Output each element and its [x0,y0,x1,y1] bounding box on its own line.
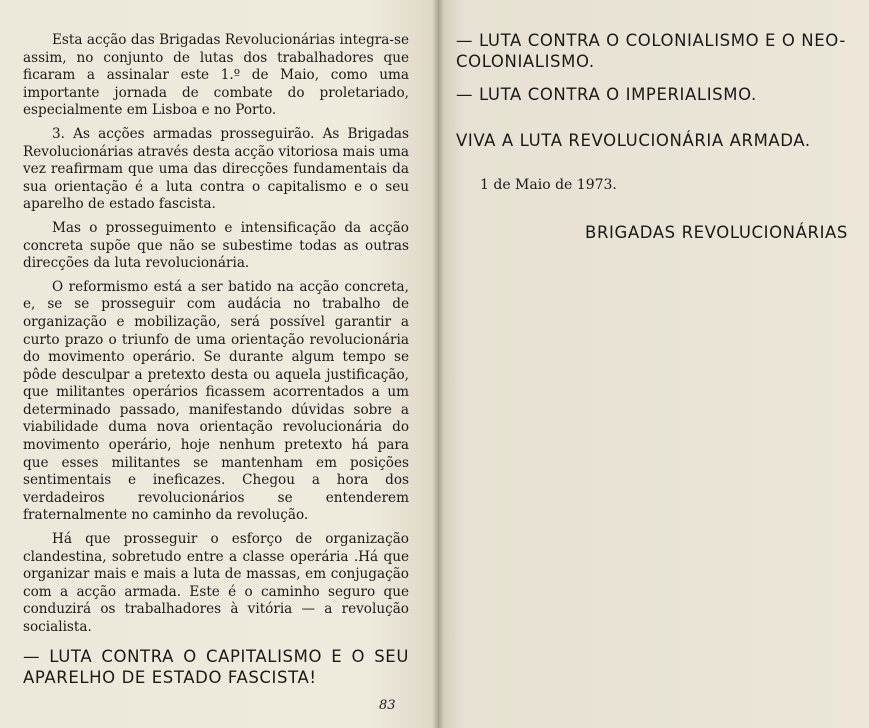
slogan-imperialism: — LUTA CONTRA O IMPERIALISMO. [456,85,757,104]
date-line: 1 de Maio de 1973. [480,177,617,193]
paragraph-organization: Há que prosseguir o esforço de organização clandestina, sobretudo entre a classe operária .Há que organizar mais e mais a luta de massas, em conjugação com a acção armada. Este é o caminho seguro que conduzirá os trabalhadores à vitória — a revolução socialista. [23,531,409,635]
slogan-armed-struggle: VIVA A LUTA REVOLUCIONÁRIA ARMADA. [456,131,811,150]
paragraph-brigadas-action: Esta acção das Brigadas Revolucionárias integra-se assim, no conjunto de lutas dos trabalhadores que ficaram a assinalar este 1.º de Maio, como uma importante jornada de combate do proletariado, especialmente em Lisboa e no Porto. [23,32,409,119]
slogan-colonialism: — LUTA CONTRA O COLONIALISMO E O NEO-COLONIALISMO. [456,31,846,71]
signature: BRIGADAS REVOLUCIONÁRIAS [585,223,848,242]
page-number: 83 [379,698,396,713]
paragraph-reformism: O reformismo está a ser batido na acção concreta, e, se se prosseguir com audácia no trabalho de organização e mobilização, será possível garantir a curto prazo o triunfo de uma orientação revolucionária do movimento operário. Se durante algum tempo se pôde desculpar a pretexto desta ou aquela justificação, que militantes operários ficassem acorrentados a um determinado passado, manifestando dúvidas sobre a viabilidade duma nova orientação revolucionária do movimento operário, hoje nenhum pretexto há para que esses militantes se mantenham em posições sentimentais e ineficazes. Chegou a hora dos verdadeiros revolucionários se entenderem fraternalmente no caminho da revolução. [23,278,409,524]
paragraph-armed-actions: 3. As acções armadas prosseguirão. As Brigadas Revolucionárias através desta acção vitoriosa mais uma vez reafirmam que uma das direcções fundamentais da sua orientação é a luta contra o capitalismo e o seu aparelho de estado fascista. [23,125,409,213]
left-text-column [23,32,409,643]
book-gutter [432,0,444,728]
paragraph-concrete-action: Mas o prosseguimento e intensificação da acção concreta supõe que não se subestime todas as outras direcções da luta revolucionária. [23,219,409,272]
right-text-column [456,30,848,242]
slogan-capitalism: — LUTA CONTRA O CAPITALISMO E O SEU APARELHO DE ESTADO FASCISTA! [23,647,409,687]
